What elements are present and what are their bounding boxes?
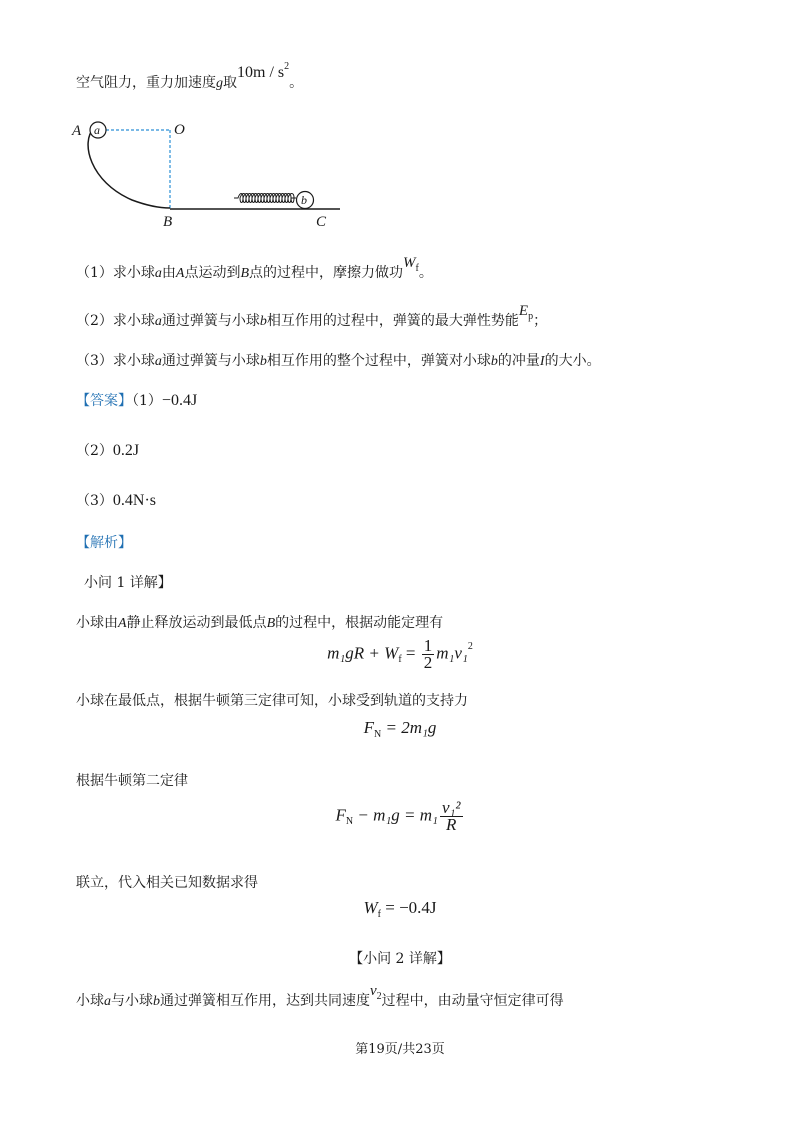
answer-2-num: （2） [76,443,113,459]
analysis-p1 [76,612,443,632]
question-1 [76,255,433,282]
p5-var-a: a [104,994,111,1009]
eq2-lhs-sub: N [373,729,382,740]
q1-text: 求小球 [112,265,155,281]
analysis-tag: 【解析】 [76,535,132,551]
q3-var-a: a [154,354,162,369]
eq3-fraction [440,800,463,833]
analysis-p4: 联立，代入相关已知数据求得 [76,875,258,891]
eq2-rhs: = 2m₁g [385,718,437,737]
answer-2-value: 0.2J [112,442,140,459]
label-B: B [163,214,173,230]
intro-text-b: 取 [223,75,237,91]
equation-1 [0,638,800,671]
question-3 [76,350,601,370]
label-b: b [301,193,307,207]
analysis-p3: 根据牛顿第二定律 [76,773,188,789]
p5-a: 小球 [76,993,104,1009]
p5-d: 过程中，由动量守恒定律可得 [381,993,564,1009]
label-a: a [94,123,100,137]
q3-t4: 的冲量 [497,353,540,369]
question-2 [76,303,548,330]
answer-1-value: −0.4J [161,392,198,409]
eq3-lhs: F [335,805,346,825]
intro-line [76,61,304,92]
eq1-fraction [422,638,435,671]
q1-t3: 点运动到 [184,265,241,281]
q2-text: 求小球 [112,313,155,329]
eq4-lhs-sub: f [377,909,381,920]
q2-symbol-E: E [518,303,529,319]
eq1-equals: = [405,643,416,663]
q3-t3: 相互作用的整个过程中，弹簧对小球 [266,353,491,369]
q1-symbol-sub: f [415,263,419,274]
q3-t5: 的大小。 [544,353,601,369]
analysis-p2: 小球在最低点，根据牛顿第三定律可知，小球受到轨道的支持力 [76,693,468,709]
p1-c: 的过程中，根据动能定理有 [275,615,444,631]
q1-var-a: a [154,266,162,281]
spring [234,194,296,203]
label-C: C [316,214,327,230]
equation-4 [0,898,800,918]
q3-t2: 通过弹簧与小球 [161,353,260,369]
p5-symbol-v: v [370,983,377,999]
eq1-lhs-sub: f [398,654,402,666]
q1-var-A: A [175,266,185,281]
answer-tag: 【答案】 [76,393,132,409]
p1-var-B: B [266,616,276,631]
equation-2 [0,718,800,738]
q1-t2: 由 [161,265,176,281]
subquestion-2-title: 【小问 2 详解】 [349,951,451,967]
p5-c: 通过弹簧相互作用，达到共同速度 [160,993,370,1009]
g-value: 10m / s [237,64,285,81]
eq1-rhs-exp: 2 [467,641,473,653]
p1-a: 小球由 [76,615,118,631]
q2-end: ； [533,313,548,329]
q2-var-a: a [154,314,162,329]
eq2-lhs: F [363,718,374,737]
answer-1 [76,390,197,410]
label-O: O [174,122,185,138]
q2-var-b: b [259,314,267,329]
q1-symbol-W: W [403,255,416,271]
q3-var-b2: b [490,354,498,369]
eq4-lhs: W [363,898,378,917]
q2-symbol-sub: p [528,311,534,322]
eq4-rhs: = −0.4J [385,898,437,917]
answer-3 [76,490,156,510]
answer-3-num: （3） [76,493,113,509]
answer-1-num: （1） [132,393,162,409]
eq1-rhs: m₁v₁ [436,643,468,663]
p5-var-b: b [153,994,160,1009]
intro-end: 。 [289,75,304,91]
p1-var-A: A [118,616,127,631]
g-exponent: 2 [284,61,290,72]
p1-b: 静止释放运动到最低点 [126,615,267,631]
equation-3 [0,800,800,833]
eq1-lhs: m₁gR + W [327,643,399,663]
q3-var-b: b [259,354,267,369]
p5-b: 与小球 [111,993,153,1009]
page-footer: 第19页/共23页 [355,1042,445,1057]
subquestion-1-title: 小问 1 详解】 [84,575,172,591]
q3-var-I: I [539,354,545,369]
eq1-num: 1 [423,636,433,655]
answer-2 [76,440,139,460]
label-A: A [72,123,82,139]
g-symbol: g [216,76,223,91]
eq3-den: R [446,815,457,834]
q1-var-B: B [240,266,250,281]
q2-num: （2） [76,313,113,329]
answer-3-value: 0.4N·s [112,492,157,509]
q3-num: （3） [76,353,113,369]
q1-t4: 点的过程中，摩擦力做功 [249,265,404,281]
analysis-p5 [76,983,564,1010]
q1-num: （1） [76,265,113,281]
eq3-lhs-sub: N [345,816,354,828]
q3-text: 求小球 [112,353,155,369]
eq3-mid: − m₁g = m₁ [357,805,438,825]
p5-symbol-sub: 2 [376,991,382,1002]
curved-track [88,128,170,208]
q2-t3: 相互作用的过程中，弹簧的最大弹性势能 [266,313,519,329]
eq1-den: 2 [423,653,433,672]
physics-figure [70,112,370,237]
q1-end: 。 [418,265,433,281]
q2-t2: 通过弹簧与小球 [161,313,260,329]
eq3-num: v₁² [441,798,461,817]
intro-text: 空气阻力，重力加速度 [76,75,216,91]
